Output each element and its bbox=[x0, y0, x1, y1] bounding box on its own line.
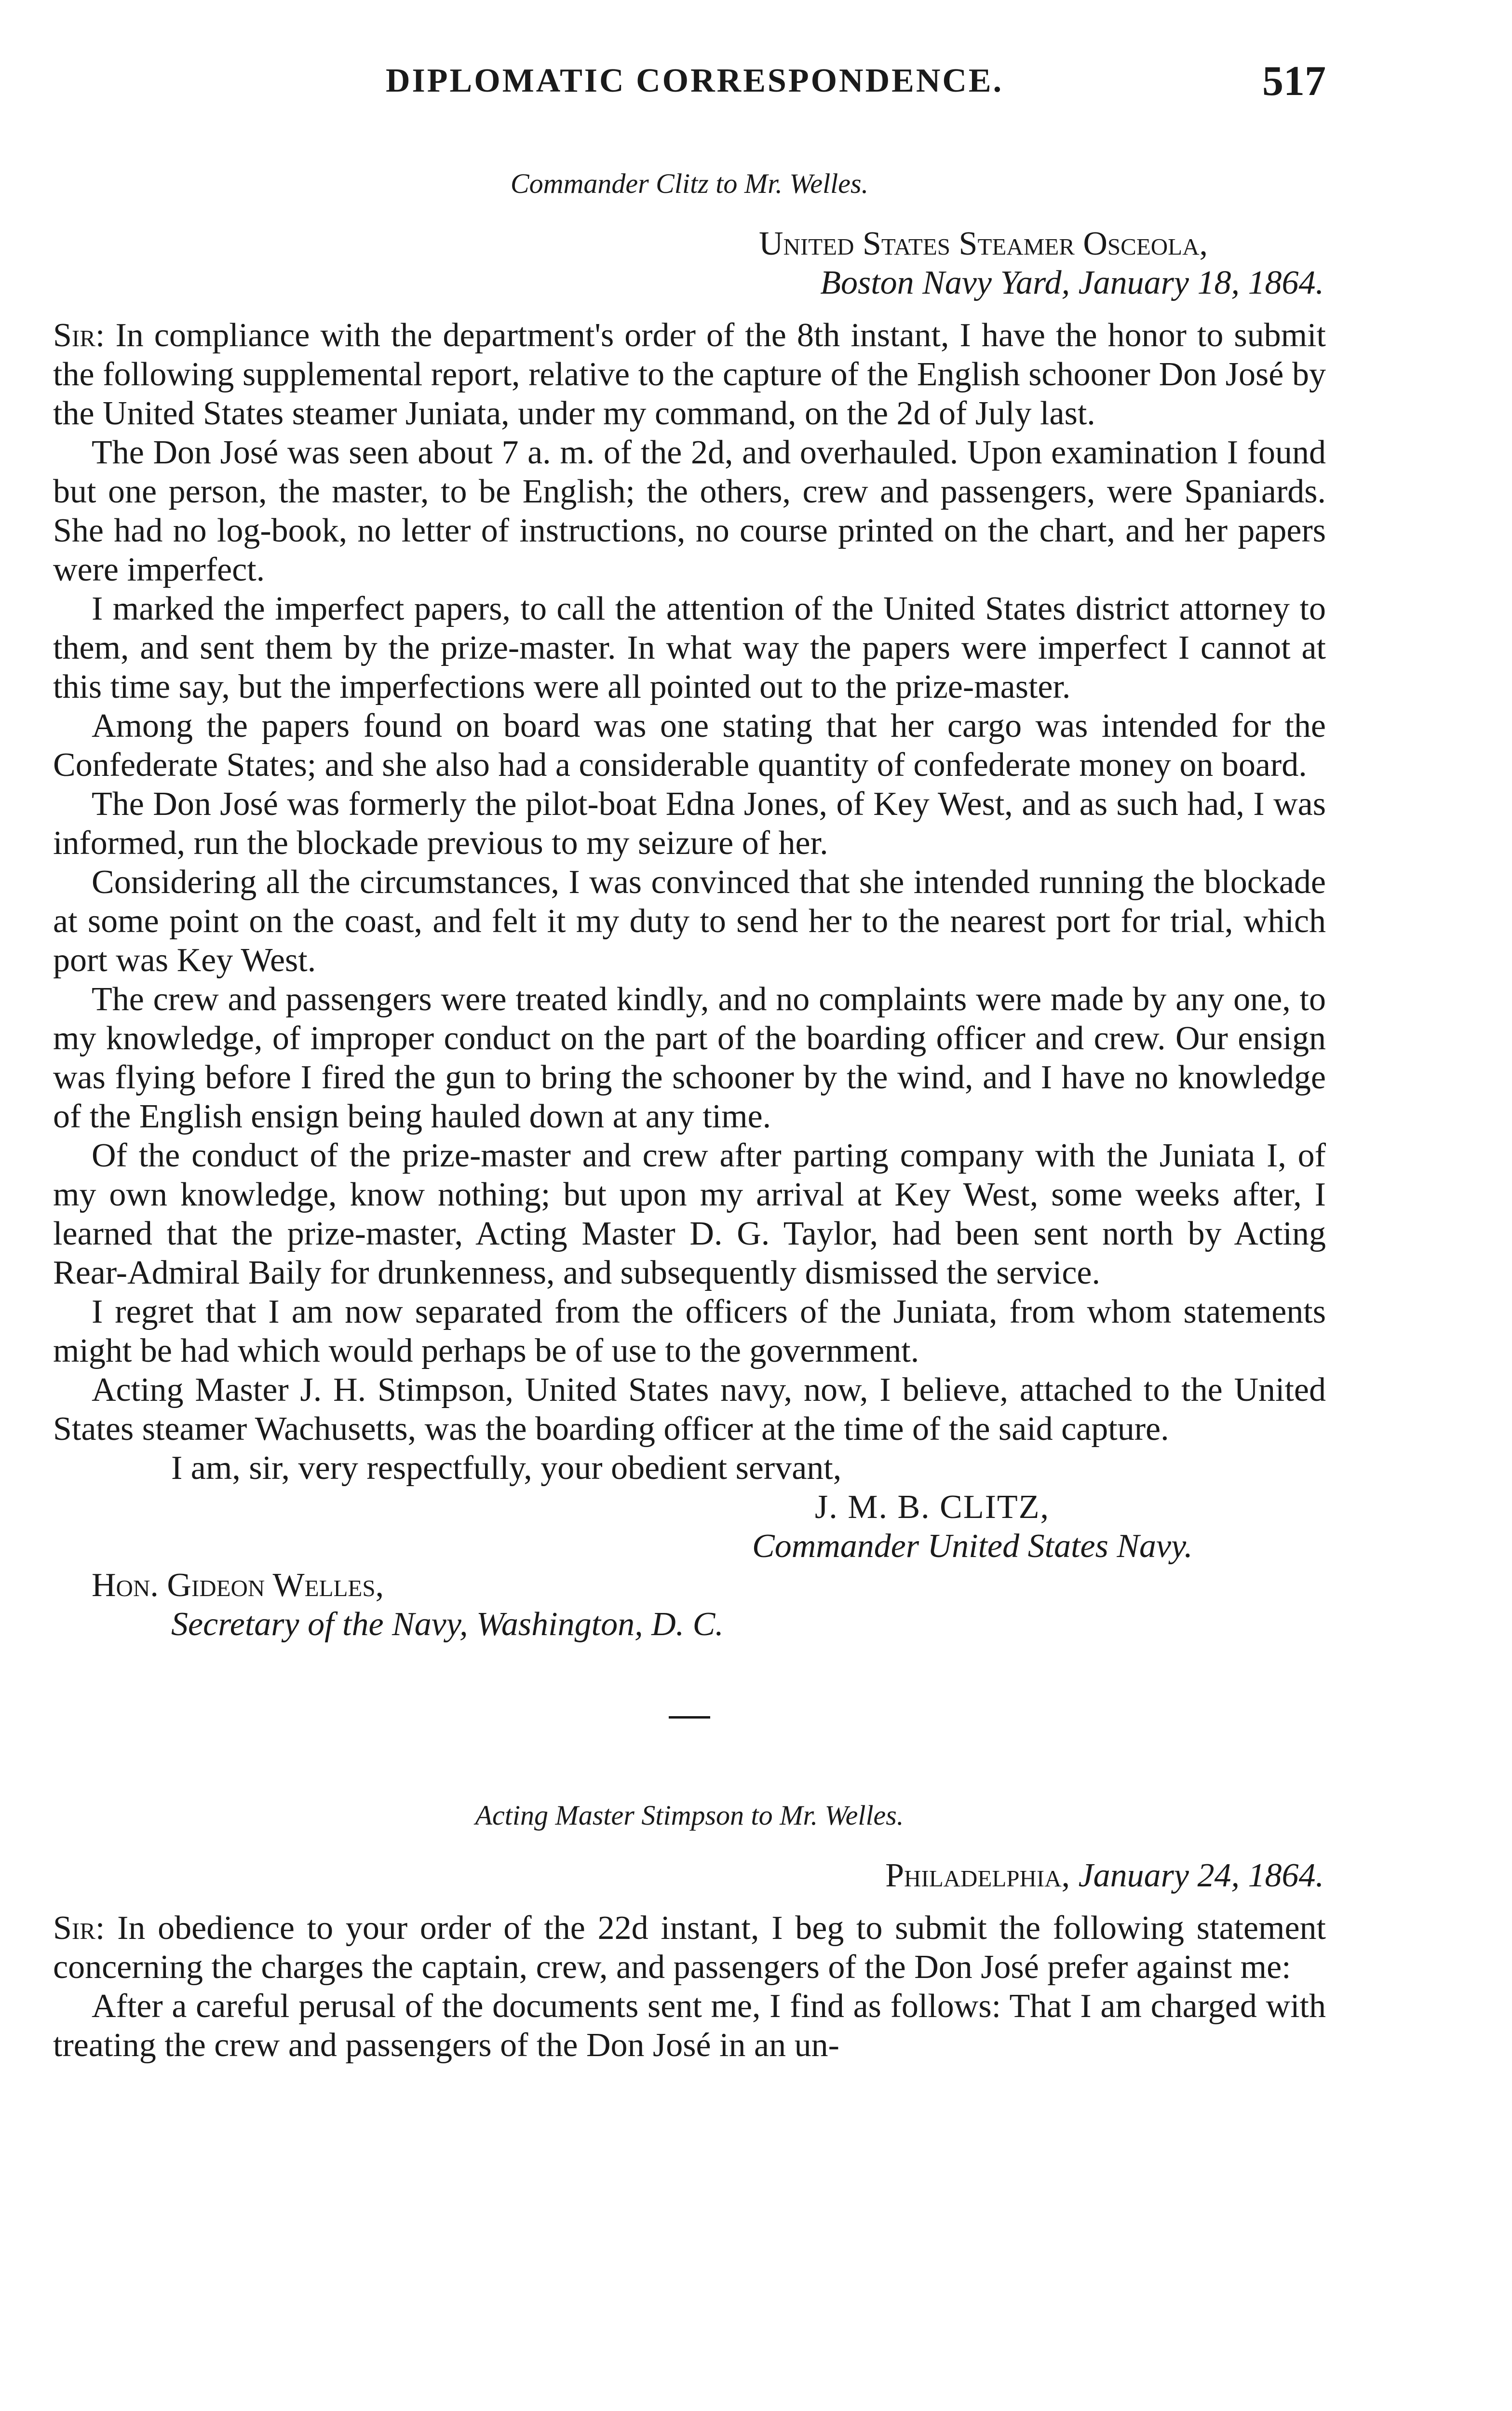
recipient-title: Secretary of the Navy, Washington, D. C. bbox=[171, 1606, 724, 1643]
section-divider bbox=[669, 1716, 710, 1719]
closing-line: I am, sir, very respectfully, your obedient servant, bbox=[171, 1449, 842, 1487]
paragraph: After a careful perusal of the documents sent me, I find as follows: That I am charged with treating the crew and passengers of the Don José in an un- bbox=[53, 1988, 1326, 2064]
paragraph: Acting Master J. H. Stimpson, United States navy, now, I believe, attached to the United States steamer Wachusetts, was the boarding officer at the time of the said capture. bbox=[53, 1371, 1326, 1448]
paragraph: The crew and passengers were treated kindly, and no complaints were made by any one, to my knowledge, of improper conduct on the part of the boarding officer and crew. Our ensign was flying before I fired the gun to bring the schooner by the wind, and I have no knowledge of the English ensign being hauled down at any time. bbox=[53, 981, 1326, 1135]
paragraph: The Don José was formerly the pilot-boat Edna Jones, of Key West, and as such had, I was informed, run the blockade previous to my seizure of her. bbox=[53, 786, 1326, 862]
page-body bbox=[53, 164, 1326, 2065]
signature-title: Commander United States Navy. bbox=[752, 1528, 1193, 1565]
letter-dateline: Boston Navy Yard, January 18, 1864. bbox=[820, 264, 1324, 301]
paragraph: Sir: In obedience to your order of the 22d instant, I beg to submit the following statement concerning the charges the captain, crew, and passengers of the Don José prefer against me: bbox=[53, 1910, 1326, 1986]
recipient-name: Hon. Gideon Welles, bbox=[92, 1567, 384, 1604]
page-number: 517 bbox=[1262, 58, 1326, 105]
salutation: Sir: bbox=[53, 1910, 105, 1947]
paragraph: Of the conduct of the prize-master and crew after parting company with the Juniata I, of my own knowledge, know nothing; but upon my arrival at Key West, some weeks after, I learned that the prize-master, Acting Master D. G. Taylor, had been sent north by Acting Rear-Admiral Baily for drunkenness, and subsequently dismissed the service. bbox=[53, 1137, 1326, 1291]
letter-caption: Commander Clitz to Mr. Welles. bbox=[510, 168, 869, 199]
paragraph: Considering all the circumstances, I was convinced that she intended running the blockade at some point on the coast, and felt it my duty to send her to the nearest port for trial, which port was Key West. bbox=[53, 864, 1326, 979]
paragraph: The Don José was seen about 7 a. m. of the 2d, and overhauled. Upon examination I found but one person, the master, to be English; the others, crew and passengers, were Spaniards. She had no log-book, no letter of instructions, no course printed on the chart, and her papers were imperfect. bbox=[53, 434, 1326, 588]
running-header bbox=[53, 57, 1326, 110]
paragraph: I regret that I am now separated from the officers of the Juniata, from whom statements might be had which would perhaps be of use to the government. bbox=[53, 1293, 1326, 1369]
signature-name: J. M. B. CLITZ, bbox=[815, 1489, 1050, 1526]
letter-date: January 24, 1864. bbox=[1078, 1857, 1324, 1894]
paragraph: I marked the imperfect papers, to call the attention of the United States district attorney to them, and sent them by the prize-master. In what way the papers were imperfect I cannot at this time say, but the imperfections were all pointed out to the prize-master. bbox=[53, 590, 1326, 705]
paragraph: Among the papers found on board was one stating that her cargo was intended for the Confederate States; and she also had a considerable quantity of confederate money on board. bbox=[53, 707, 1326, 784]
letter-place: Philadelphia, bbox=[885, 1857, 1070, 1894]
paragraph: Sir: In compliance with the department's order of the 8th instant, I have the honor to submit the following supplemental report, relative to the capture of the English schooner Don José by the United States steamer Juniata, under my command, on the 2d of July last. bbox=[53, 317, 1326, 432]
letter-place: United States Steamer Osceola, bbox=[759, 225, 1208, 262]
salutation: Sir: bbox=[53, 317, 105, 354]
running-title: DIPLOMATIC CORRESPONDENCE. bbox=[386, 62, 1004, 99]
letter-caption: Acting Master Stimpson to Mr. Welles. bbox=[475, 1800, 904, 1831]
letter-dateline bbox=[53, 1856, 1326, 1895]
